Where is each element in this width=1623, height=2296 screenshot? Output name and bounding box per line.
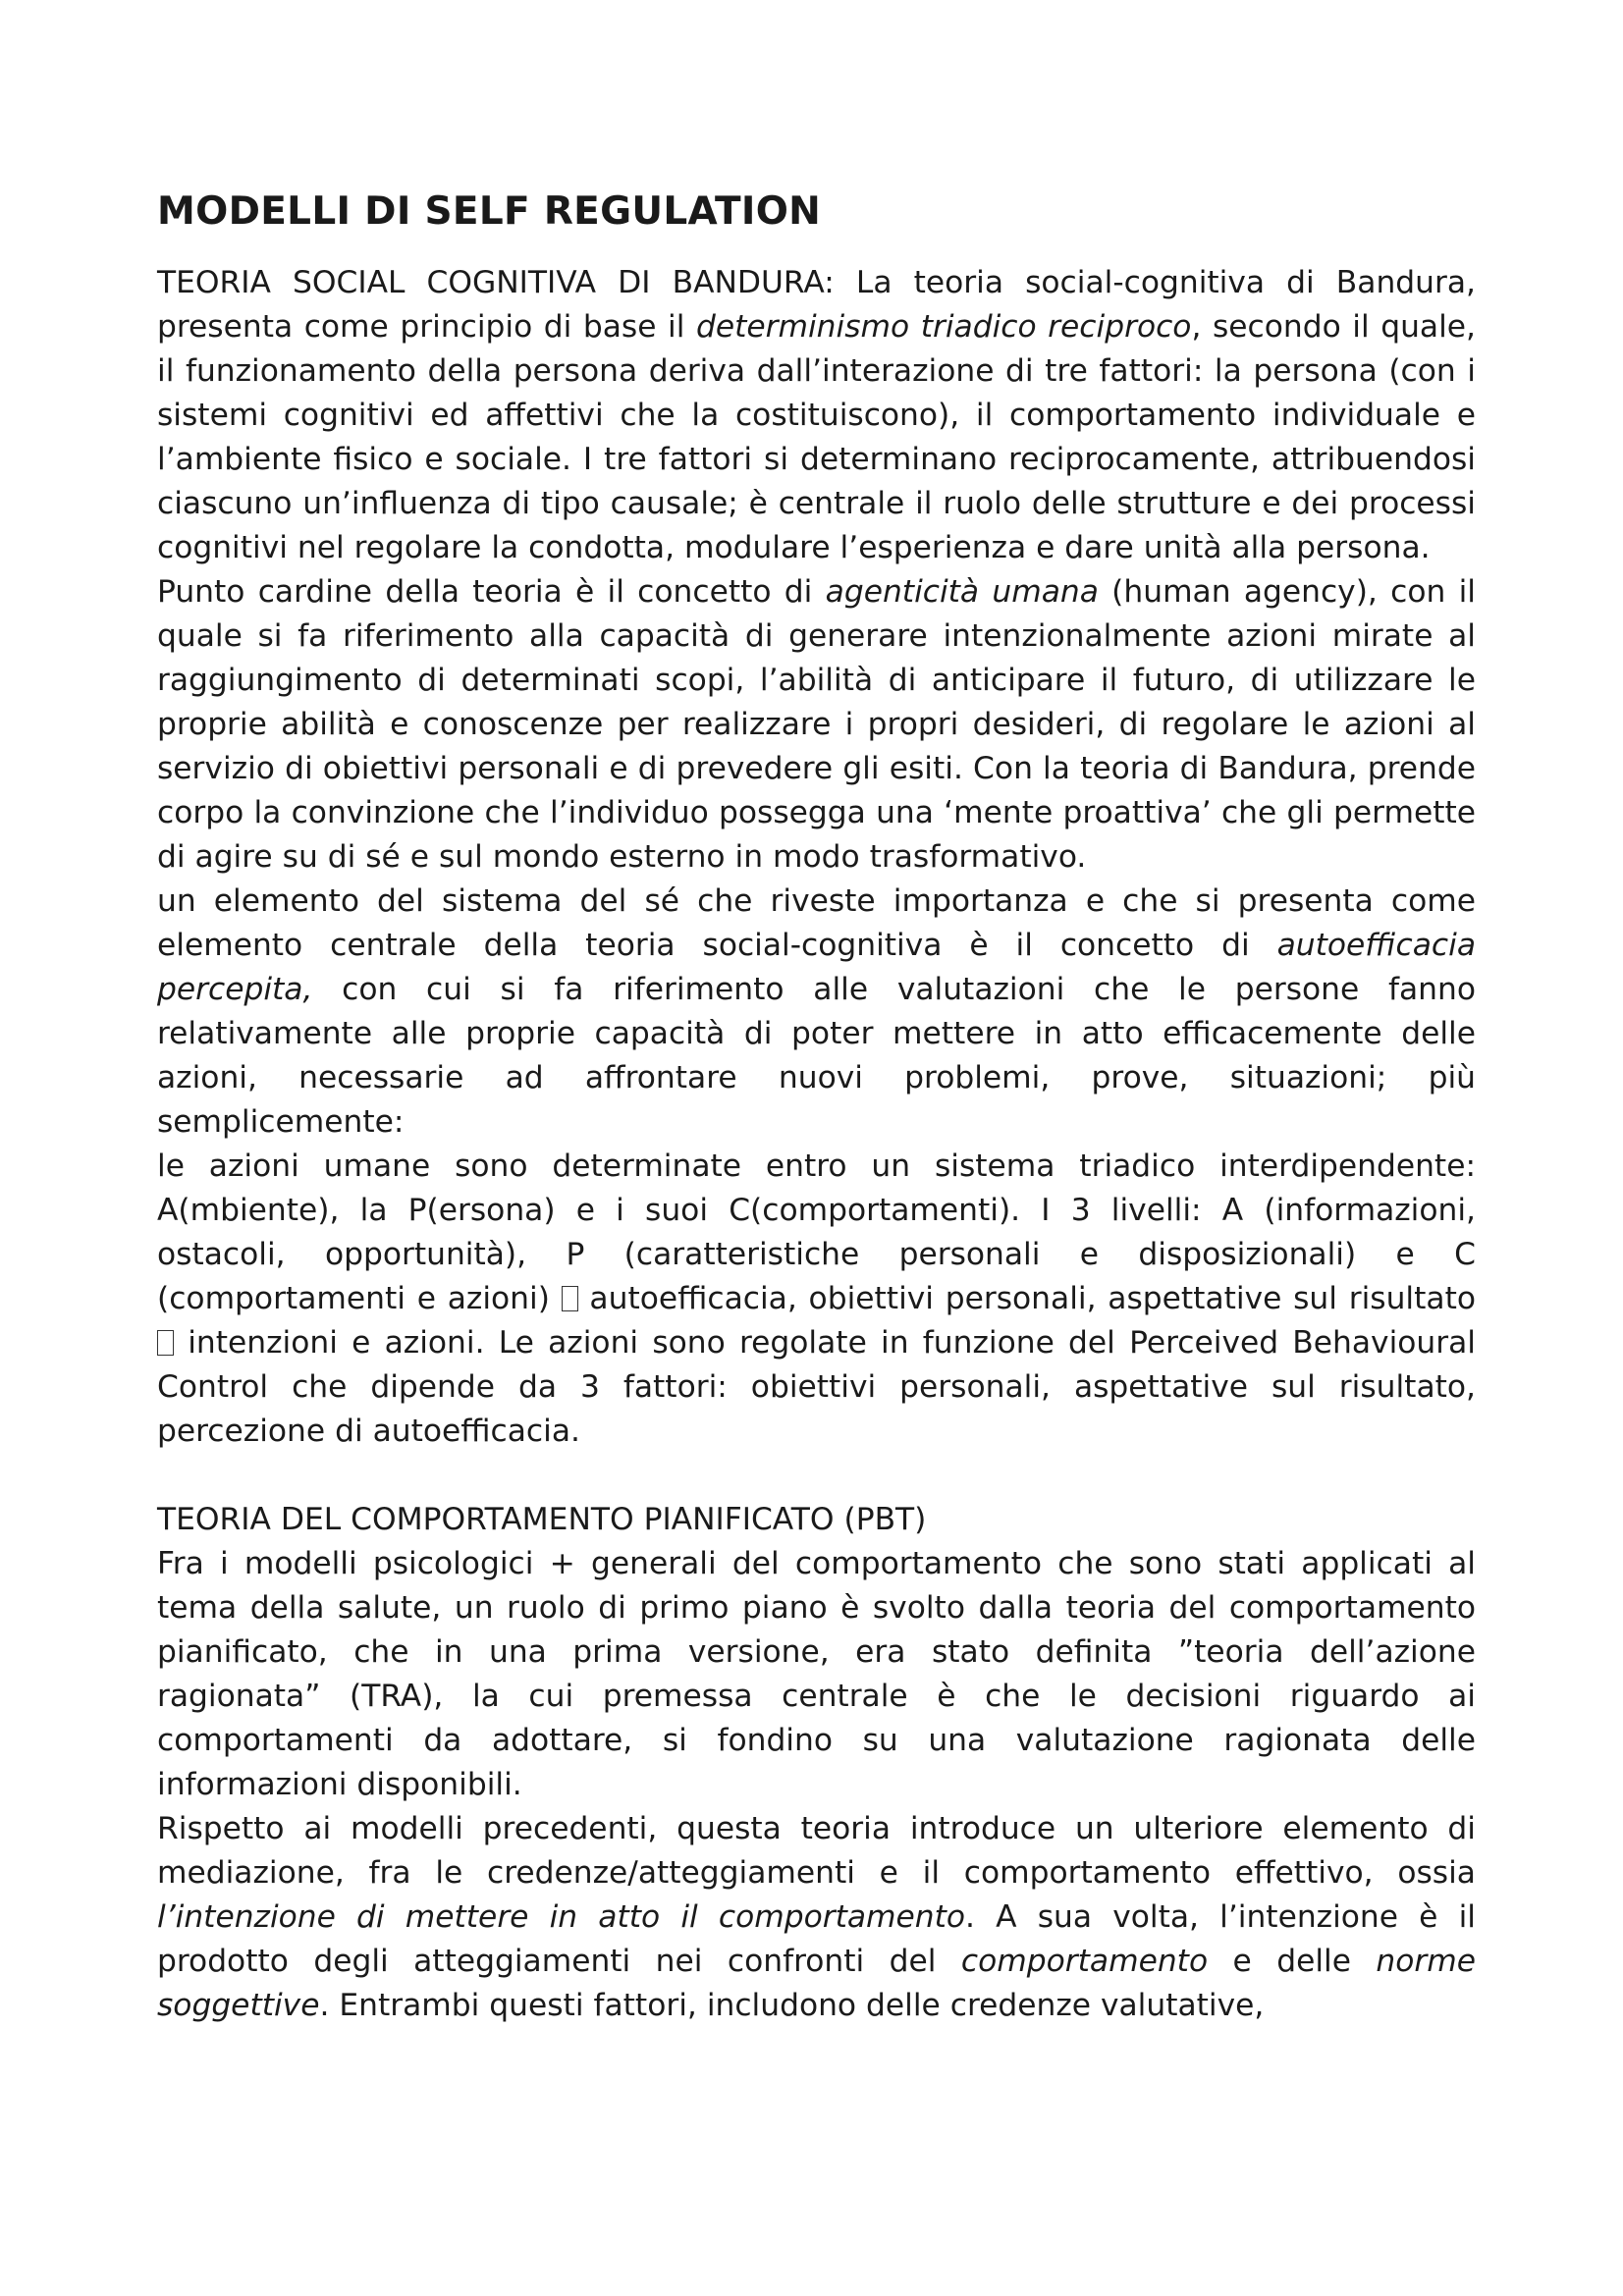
text-segment-italic: norme soggettive	[157, 1944, 1476, 2023]
text-segment-italic: comportamento	[960, 1944, 1209, 1979]
missing-glyph-arrow-icon	[562, 1286, 578, 1311]
missing-glyph-arrow-icon	[157, 1330, 174, 1356]
text-segment: . A sua volta, l’intenzione è il prodotto degli atteggiamenti nei confronti del	[157, 1899, 1476, 1979]
text-segment: Fra i modelli psicologici + generali del comportamento che sono stati applicati al tema della salute, un ruolo di primo piano è svolto dalla teoria del comportamento pianificato, che in una prima versione, era stato definita ”teoria dell’azione ragionata” (TRA), la cui premessa centrale è che le decisioni riguardo ai comportamenti da adottare, si fondino su una valutazione ragionata delle informazioni disponibili.	[157, 1546, 1476, 1802]
text-segment: Rispetto ai modelli precedenti, questa teoria introduce un ulteriore elemento di mediazione, fra le credenze/atteggiamenti e il comportamento effettivo, ossia	[157, 1811, 1476, 1891]
text-segment-italic: agenticità umana	[825, 574, 1099, 610]
text-segment: , secondo il quale, il funzionamento della persona deriva dall’interazione di tre fattori: la persona (con i sistemi cognitivi ed affettivi che la costituiscono), il comportamento individuale e l’ambiente fisico e sociale. I tre fattori si determinano reciprocamente, attribuendosi ciascuno un’influenza di tipo causale; è centrale il ruolo delle strutture e dei processi cognitivi nel regolare la condotta, modulare l’esperienza e dare unità alla persona.	[157, 309, 1476, 565]
text-segment: TEORIA DEL COMPORTAMENTO PIANIFICATO (PBT)	[157, 1502, 927, 1537]
text-segment: (human agency), con il quale si fa riferimento alla capacità di generare intenzionalmente azioni mirate al raggiungimento di determinati scopi, l’abilità di anticipare il futuro, di utilizzare le proprie abilità e conoscenze per realizzare i propri desideri, di regolare le azioni al servizio di obiettivi personali e di prevedere gli esiti. Con la teoria di Bandura, prende corpo la convinzione che l’individuo possegga una ‘mente proattiva’ che gli permette di agire su di sé e sul mondo esterno in modo trasformativo.	[157, 574, 1477, 875]
document-page	[157, 187, 1476, 2028]
paragraph-bandura-intro	[157, 261, 1476, 570]
text-segment: Punto cardine della teoria è il concetto di	[157, 574, 826, 610]
paragraph-pbt-mediation	[157, 1807, 1476, 2028]
text-segment-italic: l’intenzione di mettere in atto il comportamento	[157, 1899, 966, 1935]
paragraph-autoefficacia	[157, 880, 1476, 1145]
text-segment-italic: autoefficacia percepita,	[157, 928, 1476, 1007]
text-segment: TEORIA SOCIAL COGNITIVA DI BANDURA: La teoria social-cognitiva di Bandura, presenta come principio di base il	[157, 265, 1476, 345]
text-segment-italic: determinismo triadico reciproco	[695, 309, 1192, 345]
paragraph-human-agency	[157, 570, 1476, 880]
section-heading-pbt	[157, 1498, 1476, 1542]
paragraph-triadic-system	[157, 1145, 1476, 1454]
paragraph-pbt-intro	[157, 1542, 1476, 1807]
text-segment: e delle	[1208, 1944, 1377, 1979]
text-segment: con cui si fa riferimento alle valutazioni che le persone fanno relativamente alle proprie capacità di poter mettere in atto efficacemente delle azioni, necessarie ad affrontare nuovi problemi, prove, situazioni; più semplicemente:	[157, 972, 1476, 1140]
text-segment: autoefficacia, obiettivi personali, aspettative sul risultato	[577, 1281, 1476, 1316]
text-segment: le azioni umane sono determinate entro un sistema triadico interdipendente: A(mbiente), la P(ersona) e i suoi C(comportamenti). I 3 livelli: A (informazioni, ostacoli, opportunità), P (caratteristiche personali e disposizionali) e C (comportamenti e azioni)	[157, 1148, 1476, 1316]
text-segment: . Entrambi questi fattori, includono delle credenze valutative,	[319, 1988, 1265, 2023]
text-segment: intenzioni e azioni. Le azioni sono regolate in funzione del Perceived Behavioural Control che dipende da 3 fattori: obiettivi personali, aspettative sul risultato, percezione di autoefficacia.	[157, 1325, 1476, 1449]
document-title: MODELLI DI SELF REGULATION	[157, 189, 822, 234]
paragraph-spacer	[157, 1454, 1476, 1498]
text-segment: un elemento del sistema del sé che riveste importanza e che si presenta come elemento centrale della teoria social-cognitiva è il concetto di	[157, 883, 1476, 963]
